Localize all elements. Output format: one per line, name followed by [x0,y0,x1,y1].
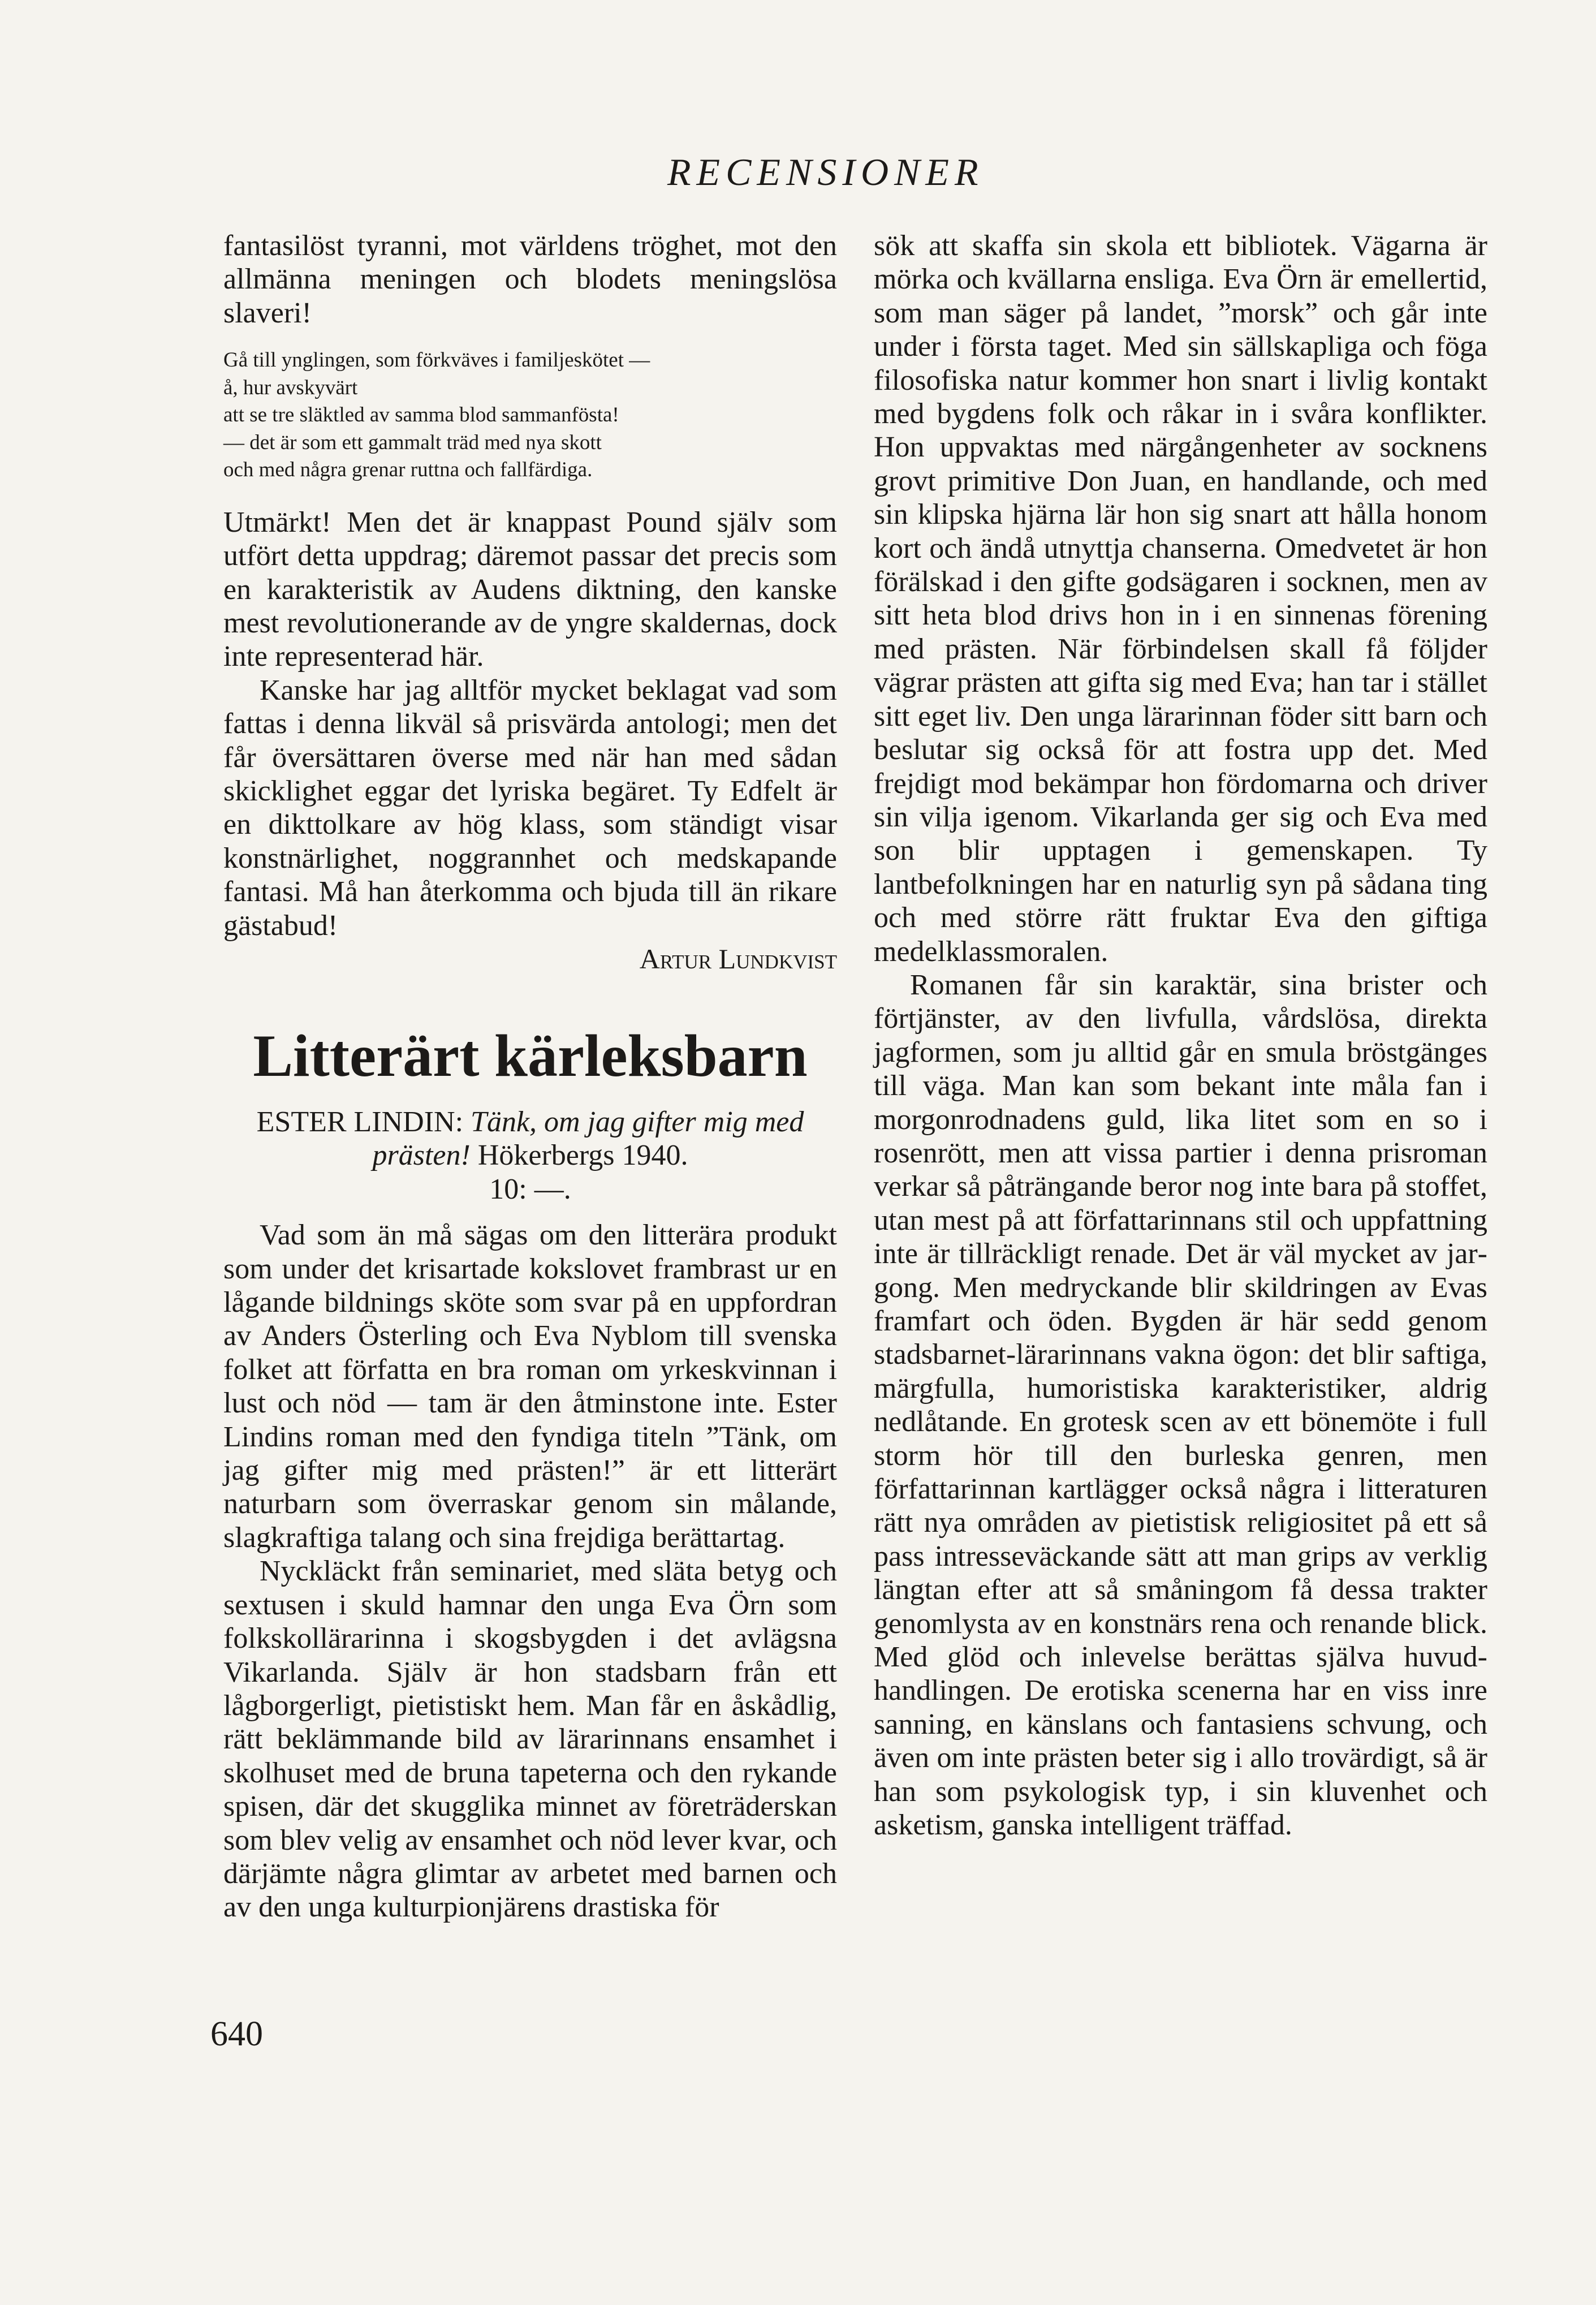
book-title: Tänk, om jag gifter mig med prästen! [372,1106,804,1172]
left-paragraph: Kanske har jag alltför mycket beklagat vad som fattas i denna likväl så prisvärda antologi; men det får översättaren överse med när han med sådan skicklighet eggar det lyriska begäret. Ty Edfelt är en dikttolkare av hög klass, som ständigt visar konstnärlighet, noggrannhet och medskapande fantasi. Må han återkomma och bjuda till än rikare gästabud! [223,674,837,942]
left-column [223,229,837,1924]
right-paragraph: sök att skaffa sin skola ett bibliotek. Vägarna är mörka och kvällarna ensliga. Eva Örn är emellertid, som man säger på landet, ”morsk” och går inte under i första taget. Med sin sällskapliga och föga filosofiska natur kommer hon snart i livlig kontakt med bygdens folk och råkar in i svåra konflikter. Hon uppvaktas med närgångenheter av socknens grovt primitive Don Juan, en handlande, och med sin klipska hjärna lär hon sig snart att hålla honom kort och ändå utnyttja chanserna. Omedvetet är hon förälskad i den gifte godsägaren i socknen, men av sitt heta blod drivs hon in i en sinnenas förening med prästen. När förbindelsen skall få följder vägrar prästen att gifta sig med Eva; han tar i stället sitt eget liv. Den unga lärarinnan föder sitt barn och beslutar sig också för att fostra upp det. Med frejdigt mod bekämpar hon fördomarna och driver sin vilja igenom. Vikarlanda ger sig och Eva med son blir upptagen i gemenskapen. Ty lantbefolkningen har en naturlig syn på sådana ting och med större rätt fruktar Eva den giftiga medelklassmoralen. [874,230,1487,968]
running-head: RECENSIONER [667,150,984,193]
right-paragraph: Romanen får sin karaktär, sina brister och förtjänster, av den livfulla, vårdslösa, direkta jagformen, som ju alltid går en smula bröstgänges till väga. Man kan som bekant inte måla fan i morgonrodnadens guld, lika litet som en so i rosenrött, men att vissa partier i denna prisroman verkar så påträngande beror nog inte bara på stoffet, utan mest på att författarinnans stil och uppfattning inte är tillräckligt renade. Det är väl mycket av jargong. Men medryckande blir skildringen av Evas framfart och öden. Bygden är här sedd genom stadsbarnet-lärarinnans vakna ögon: det blir saftiga, märgfulla, humoristiska karakteristiker, aldrig nedlåtande. En grotesk scen av ett bönemöte i full storm hör till den burleska genren, men författarinnan kartlägger också några i litteraturen rätt nya områden av pietistisk religiositet på ett så pass intresseväckande sätt att man grips av verklig längtan efter att så småningom få dessa trakter genomlysta av en konstnärs rena och renande blick. Med glöd och inlevelse berättas själva huvudhandlingen. De erotiska scenerna har en viss inre sanning, en känslans och fantasiens schvung, och även om inte prästen beter sig i allo trovärdigt, så är han som psykologisk typ, i sin kluvenhet och asketism, ganska intelligent träffad. [874,968,1487,1842]
block-quote [223,347,837,484]
quote-line: å, hur avskyvärt [223,376,358,399]
left-paragraph: Utmärkt! Men det är knappast Pound själv som utfört detta uppdrag; däremot passar det precis som en karakteristik av Audens diktning, den kanske mest revolutionerande av de yngre skaldernas, dock inte representerad här. [223,506,837,673]
quote-line: att se tre släktled av samma blod sammanfösta! [223,403,619,427]
book-reference [223,1105,837,1206]
book-publisher: Hökerbergs 1940. [477,1139,688,1172]
book-author: ESTER LINDIN: [256,1106,464,1138]
quote-line: — det är som ett gammalt träd med nya skott [223,430,602,454]
left-paragraph: Nyckläckt från seminariet, med släta betyg och sextusen i skuld hamnar den unga Eva Örn som folkskollärarinna i skogsbygden i det avlägsna Vikarlanda. Själv är hon stadsbarn från ett lågborgerligt, pietistiskt hem. Man får en åskådlig, rätt beklämmande bild av lärarinnans ensamhet i skolhuset med de bruna tapeterna och den rykande spisen, där det skugglika minnet av företräderskan som blev velig av ensamhet och nöd lever kvar, och därjämte några glimtar av arbetet med barnen och av den unga kulturpionjärens drastiska för [223,1555,837,1924]
left-paragraph: Vad som än må sägas om den litterära produkt som under det krisartade kokslovet frambrast ur en lågande bildnings sköte som svar på en uppfordran av Anders Österling och Eva Nyblom till svenska folket att författa en bra roman om yrkeskvinnan i lust och nöd — tam är den åtminstone inte. Ester Lindins roman med den fyndiga titeln ”Tänk, om jag gifter mig med prästen!” är ett litterärt naturbarn som överraskar genom sin målande, slagkraftiga talang och sina frejdiga berättartag. [223,1219,837,1554]
quote-line: och med några grenar ruttna och fallfärdiga. [223,458,593,482]
reviewer-signature: Artur Lundkvist [639,943,837,975]
right-column [874,229,1487,1842]
left-intro-paragraph: fantasilöst tyranni, mot världens tröghet, mot den allmänna meningen och blodets meningslösa slaveri! [223,230,837,329]
page-number: 640 [210,2015,263,2053]
review-title: Litterärt kärleksbarn [253,1023,808,1089]
quote-line: Gå till ynglingen, som förkväves i familjeskötet — [223,348,650,372]
book-price: 10: —. [489,1173,571,1205]
